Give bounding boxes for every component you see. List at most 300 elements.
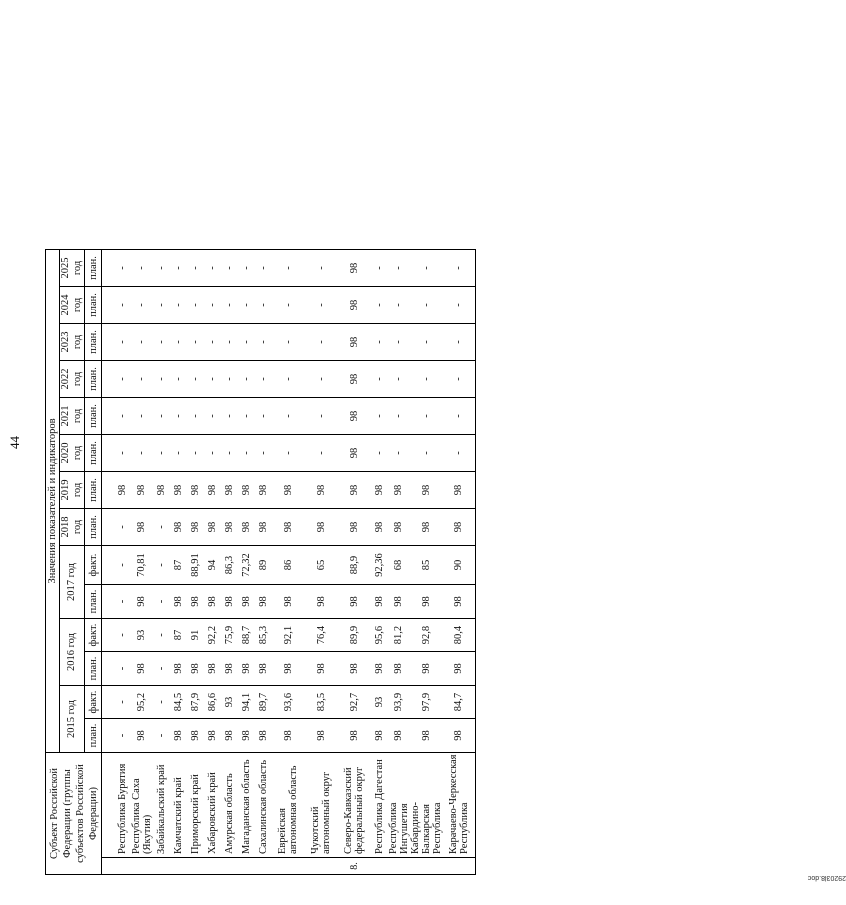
fact-header: факт.: [85, 546, 102, 585]
value-cell: -: [131, 435, 153, 472]
value-cell: -: [238, 287, 255, 324]
value-cell: -: [170, 361, 187, 398]
value-cell: 98: [255, 719, 272, 753]
row-number: [272, 858, 305, 875]
value-cell: -: [443, 361, 476, 398]
row-number: [238, 858, 255, 875]
value-cell: -: [238, 398, 255, 435]
value-cell: 98: [221, 585, 238, 619]
value-cell: 98: [371, 509, 388, 546]
value-cell: 65: [305, 546, 338, 585]
table-row: [388, 250, 410, 875]
plan-header: план.: [85, 652, 102, 686]
value-cell: 98: [305, 652, 338, 686]
row-number: [305, 858, 338, 875]
year-header: 2022 год: [60, 361, 85, 398]
region-name: Магаданская область: [238, 753, 255, 858]
value-cell: 98: [238, 509, 255, 546]
indicators-table: [45, 249, 476, 875]
value-cell: -: [131, 398, 153, 435]
value-cell: 98: [338, 324, 371, 361]
value-cell: -: [238, 324, 255, 361]
table-row: [371, 250, 388, 875]
region-name: Республика Ингушетия: [388, 753, 410, 858]
value-cell: -: [114, 509, 131, 546]
value-cell: -: [114, 287, 131, 324]
value-cell: -: [388, 398, 410, 435]
value-cell: -: [388, 287, 410, 324]
region-name: Чукотский автономный округ: [305, 753, 338, 858]
value-cell: -: [114, 435, 131, 472]
page-number: 44: [7, 436, 22, 449]
value-cell: -: [114, 398, 131, 435]
region-name: Карачаево-Черкесская Республика: [443, 753, 476, 858]
value-cell: -: [371, 250, 388, 287]
row-number: [114, 858, 131, 875]
region-name: Приморский край: [187, 753, 204, 858]
region-name: Хабаровский край: [204, 753, 221, 858]
row-number: [187, 858, 204, 875]
value-cell: -: [114, 719, 131, 753]
value-cell: 98: [131, 585, 153, 619]
value-cell: -: [153, 287, 170, 324]
value-cell: 98: [187, 585, 204, 619]
table-row: [443, 250, 476, 875]
row-number: [371, 858, 388, 875]
value-cell: 92,1: [272, 619, 305, 652]
plan-header: план.: [85, 361, 102, 398]
year-header: 2021 год: [60, 398, 85, 435]
value-cell: -: [255, 435, 272, 472]
region-name: Республика Дагестан: [371, 753, 388, 858]
value-cell: -: [272, 324, 305, 361]
value-cell: -: [221, 398, 238, 435]
value-cell: 98: [272, 652, 305, 686]
value-cell: 98: [131, 509, 153, 546]
year-header: 2017 год: [60, 546, 85, 619]
value-cell: -: [255, 324, 272, 361]
value-cell: 98: [221, 472, 238, 509]
value-cell: 98: [338, 585, 371, 619]
table-row: [187, 250, 204, 875]
value-cell: 98: [388, 719, 410, 753]
region-name: Амурская область: [221, 753, 238, 858]
value-cell: 98: [153, 472, 170, 509]
value-cell: -: [221, 361, 238, 398]
row-number: [388, 858, 410, 875]
year-header: 2023 год: [60, 324, 85, 361]
value-cell: 98: [388, 509, 410, 546]
value-cell: 98: [272, 472, 305, 509]
value-cell: -: [153, 509, 170, 546]
region-name: Забайкальский край: [153, 753, 170, 858]
value-cell: 87: [170, 619, 187, 652]
value-cell: -: [187, 250, 204, 287]
value-cell: 98: [338, 398, 371, 435]
value-cell: -: [114, 361, 131, 398]
value-cell: -: [371, 398, 388, 435]
value-cell: 98: [187, 509, 204, 546]
value-cell: 98: [187, 472, 204, 509]
value-cell: 88,91: [187, 546, 204, 585]
value-cell: 94: [204, 546, 221, 585]
document-code: 29203l8.doc: [807, 874, 846, 881]
value-cell: -: [170, 287, 187, 324]
value-cell: 98: [410, 652, 443, 686]
value-cell: 98: [410, 472, 443, 509]
value-cell: 98: [187, 719, 204, 753]
value-cell: -: [187, 398, 204, 435]
table-row: [305, 250, 338, 875]
value-cell: -: [187, 324, 204, 361]
subject-header: Субъект Российской Федерации (группы субъектов Российской Федерации): [46, 753, 102, 875]
value-cell: -: [153, 619, 170, 652]
value-cell: -: [131, 361, 153, 398]
value-cell: -: [153, 250, 170, 287]
value-cell: -: [170, 435, 187, 472]
value-cell: -: [410, 324, 443, 361]
value-cell: 98: [338, 509, 371, 546]
value-cell: 98: [255, 652, 272, 686]
value-cell: 98: [272, 719, 305, 753]
value-cell: 98: [410, 719, 443, 753]
value-cell: -: [443, 287, 476, 324]
value-cell: 98: [255, 472, 272, 509]
value-cell: 98: [255, 585, 272, 619]
values-group-header: Значения показателей и индикаторов: [46, 250, 60, 753]
value-cell: -: [272, 398, 305, 435]
value-cell: -: [114, 619, 131, 652]
value-cell: 98: [204, 509, 221, 546]
value-cell: -: [221, 435, 238, 472]
row-number: [443, 858, 476, 875]
value-cell: 98: [371, 719, 388, 753]
value-cell: 89,7: [255, 686, 272, 719]
value-cell: 92,8: [410, 619, 443, 652]
year-header: 2015 год: [60, 686, 85, 753]
value-cell: 76,4: [305, 619, 338, 652]
region-name: Северо-Кавказский федеральный округ: [338, 753, 371, 858]
region-name: Еврейская автономная область: [272, 753, 305, 858]
header-row-1: [46, 250, 60, 875]
year-header: 2018 год: [60, 509, 85, 546]
value-cell: 93,6: [272, 686, 305, 719]
value-cell: -: [114, 686, 131, 719]
value-cell: 87: [170, 546, 187, 585]
value-cell: 89: [255, 546, 272, 585]
row-number: [221, 858, 238, 875]
value-cell: -: [153, 719, 170, 753]
row-number: 8.: [338, 858, 371, 875]
row-number: [410, 858, 443, 875]
value-cell: 98: [131, 719, 153, 753]
value-cell: 98: [305, 509, 338, 546]
value-cell: -: [388, 250, 410, 287]
value-cell: -: [187, 435, 204, 472]
value-cell: 98: [221, 652, 238, 686]
value-cell: 98: [371, 652, 388, 686]
plan-header: план.: [85, 472, 102, 509]
table-row: [131, 250, 153, 875]
value-cell: 98: [204, 652, 221, 686]
table-row: [272, 250, 305, 875]
table-row: [255, 250, 272, 875]
row-number: [170, 858, 187, 875]
value-cell: -: [305, 398, 338, 435]
value-cell: 68: [388, 546, 410, 585]
value-cell: -: [131, 250, 153, 287]
year-header: 2020 год: [60, 435, 85, 472]
table-row: [114, 250, 131, 875]
value-cell: 98: [170, 719, 187, 753]
value-cell: 98: [204, 585, 221, 619]
value-cell: 88,7: [238, 619, 255, 652]
region-name: Сахалинская область: [255, 753, 272, 858]
value-cell: 98: [388, 472, 410, 509]
value-cell: -: [131, 324, 153, 361]
value-cell: -: [153, 361, 170, 398]
table-row: [221, 250, 238, 875]
region-name: Республика Бурятия: [114, 753, 131, 858]
value-cell: 98: [272, 509, 305, 546]
value-cell: -: [388, 435, 410, 472]
plan-header: план.: [85, 509, 102, 546]
value-cell: 98: [338, 435, 371, 472]
value-cell: -: [371, 324, 388, 361]
value-cell: 86,6: [204, 686, 221, 719]
value-cell: 94,1: [238, 686, 255, 719]
region-name: Республика Саха (Якутия): [131, 753, 153, 858]
value-cell: 98: [305, 585, 338, 619]
value-cell: 84,5: [170, 686, 187, 719]
value-cell: 98: [443, 652, 476, 686]
value-cell: 98: [371, 585, 388, 619]
table-row: [338, 250, 371, 875]
table-body: [102, 250, 476, 875]
value-cell: -: [170, 398, 187, 435]
region-name: Кабардино-Балкарская Республика: [410, 753, 443, 858]
value-cell: 98: [204, 472, 221, 509]
value-cell: 81,2: [388, 619, 410, 652]
value-cell: -: [114, 250, 131, 287]
value-cell: -: [371, 435, 388, 472]
value-cell: 98: [131, 652, 153, 686]
plan-header: план.: [85, 585, 102, 619]
value-cell: -: [255, 287, 272, 324]
value-cell: 98: [170, 652, 187, 686]
value-cell: 98: [170, 509, 187, 546]
table-row: [238, 250, 255, 875]
fact-header: факт.: [85, 686, 102, 719]
value-cell: 87,9: [187, 686, 204, 719]
value-cell: -: [305, 324, 338, 361]
plan-header: план.: [85, 324, 102, 361]
value-cell: 98: [272, 585, 305, 619]
value-cell: 98: [305, 472, 338, 509]
value-cell: -: [114, 546, 131, 585]
value-cell: 93: [221, 686, 238, 719]
table-row: [204, 250, 221, 875]
value-cell: -: [410, 435, 443, 472]
value-cell: 98: [443, 472, 476, 509]
value-cell: -: [305, 361, 338, 398]
spacer-row: [102, 250, 114, 875]
value-cell: -: [272, 250, 305, 287]
year-header: 2016 год: [60, 619, 85, 686]
value-cell: -: [187, 361, 204, 398]
value-cell: -: [238, 435, 255, 472]
value-cell: -: [153, 398, 170, 435]
value-cell: -: [305, 250, 338, 287]
value-cell: -: [153, 546, 170, 585]
value-cell: 84,7: [443, 686, 476, 719]
value-cell: 98: [338, 361, 371, 398]
value-cell: -: [410, 287, 443, 324]
value-cell: -: [410, 398, 443, 435]
value-cell: 80,4: [443, 619, 476, 652]
value-cell: 98: [255, 509, 272, 546]
value-cell: -: [371, 287, 388, 324]
value-cell: -: [443, 435, 476, 472]
value-cell: -: [221, 287, 238, 324]
plan-header: план.: [85, 250, 102, 287]
value-cell: 85,3: [255, 619, 272, 652]
value-cell: 98: [338, 287, 371, 324]
value-cell: -: [305, 435, 338, 472]
value-cell: -: [388, 324, 410, 361]
value-cell: -: [153, 585, 170, 619]
value-cell: 98: [338, 250, 371, 287]
value-cell: -: [204, 435, 221, 472]
value-cell: 98: [238, 652, 255, 686]
value-cell: 70,81: [131, 546, 153, 585]
value-cell: 98: [371, 472, 388, 509]
plan-header: план.: [85, 398, 102, 435]
value-cell: -: [153, 652, 170, 686]
value-cell: 93: [131, 619, 153, 652]
value-cell: 92,7: [338, 686, 371, 719]
value-cell: 95,2: [131, 686, 153, 719]
value-cell: 93: [371, 686, 388, 719]
value-cell: 98: [443, 585, 476, 619]
region-name: Камчатский край: [170, 753, 187, 858]
value-cell: 91: [187, 619, 204, 652]
year-header: 2025 год: [60, 250, 85, 287]
value-cell: -: [170, 250, 187, 287]
value-cell: 98: [114, 472, 131, 509]
value-cell: 98: [388, 585, 410, 619]
value-cell: -: [410, 361, 443, 398]
value-cell: 72,32: [238, 546, 255, 585]
value-cell: 98: [238, 472, 255, 509]
value-cell: -: [255, 361, 272, 398]
year-header: 2024 год: [60, 287, 85, 324]
value-cell: 98: [338, 472, 371, 509]
value-cell: 95,6: [371, 619, 388, 652]
value-cell: 90: [443, 546, 476, 585]
value-cell: -: [388, 361, 410, 398]
row-number: [255, 858, 272, 875]
value-cell: -: [238, 250, 255, 287]
value-cell: -: [153, 324, 170, 361]
value-cell: -: [305, 287, 338, 324]
value-cell: 85: [410, 546, 443, 585]
value-cell: 98: [238, 719, 255, 753]
value-cell: 92,2: [204, 619, 221, 652]
row-number: [204, 858, 221, 875]
value-cell: -: [204, 324, 221, 361]
value-cell: 98: [170, 585, 187, 619]
value-cell: 98: [221, 509, 238, 546]
value-cell: 86,3: [221, 546, 238, 585]
value-cell: 98: [187, 652, 204, 686]
table-row: [410, 250, 443, 875]
value-cell: -: [255, 250, 272, 287]
value-cell: -: [153, 435, 170, 472]
plan-header: план.: [85, 435, 102, 472]
row-number: [131, 858, 153, 875]
value-cell: 98: [410, 585, 443, 619]
value-cell: -: [187, 287, 204, 324]
table-row: [153, 250, 170, 875]
value-cell: 98: [238, 585, 255, 619]
value-cell: 98: [204, 719, 221, 753]
value-cell: -: [443, 324, 476, 361]
value-cell: -: [272, 361, 305, 398]
value-cell: -: [371, 361, 388, 398]
value-cell: 98: [338, 652, 371, 686]
value-cell: 83,5: [305, 686, 338, 719]
value-cell: -: [410, 250, 443, 287]
value-cell: 98: [443, 719, 476, 753]
value-cell: 98: [131, 472, 153, 509]
value-cell: -: [204, 287, 221, 324]
value-cell: -: [272, 287, 305, 324]
table-row: [170, 250, 187, 875]
value-cell: -: [443, 398, 476, 435]
value-cell: -: [114, 652, 131, 686]
value-cell: -: [238, 361, 255, 398]
value-cell: -: [131, 287, 153, 324]
value-cell: 98: [338, 719, 371, 753]
value-cell: 93,9: [388, 686, 410, 719]
plan-header: план.: [85, 287, 102, 324]
value-cell: 98: [305, 719, 338, 753]
value-cell: -: [114, 324, 131, 361]
value-cell: -: [170, 324, 187, 361]
value-cell: -: [114, 585, 131, 619]
value-cell: 92,36: [371, 546, 388, 585]
value-cell: 88,9: [338, 546, 371, 585]
value-cell: -: [204, 361, 221, 398]
value-cell: -: [153, 686, 170, 719]
value-cell: 98: [170, 472, 187, 509]
plan-header: план.: [85, 719, 102, 753]
value-cell: 98: [410, 509, 443, 546]
value-cell: 75,9: [221, 619, 238, 652]
value-cell: -: [255, 398, 272, 435]
row-number: [153, 858, 170, 875]
value-cell: -: [221, 250, 238, 287]
value-cell: -: [443, 250, 476, 287]
value-cell: 89,9: [338, 619, 371, 652]
value-cell: 98: [443, 509, 476, 546]
value-cell: -: [272, 435, 305, 472]
value-cell: 98: [388, 652, 410, 686]
value-cell: -: [204, 398, 221, 435]
value-cell: 97,9: [410, 686, 443, 719]
value-cell: -: [221, 324, 238, 361]
